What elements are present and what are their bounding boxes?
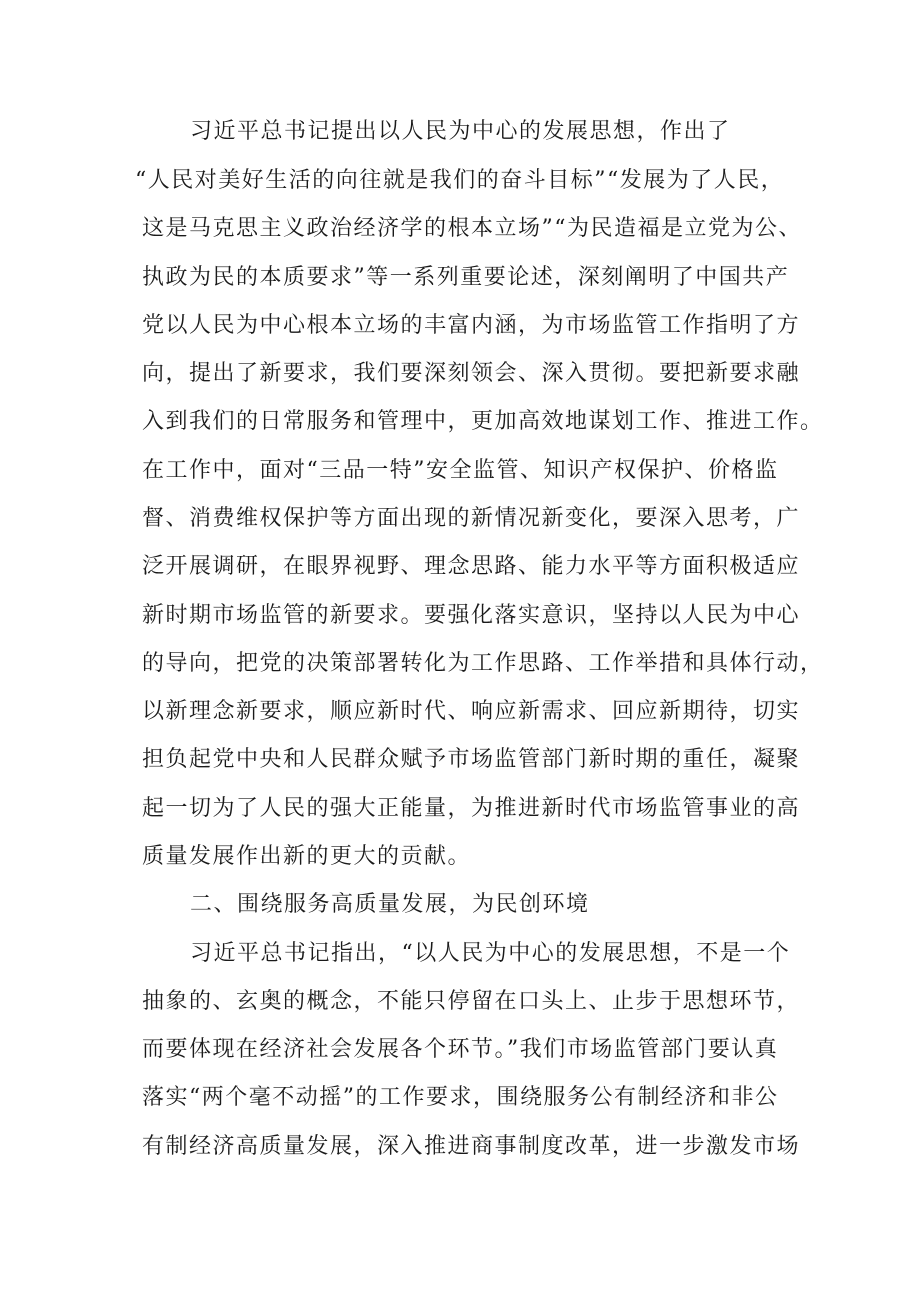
para1-line-2: “人民对美好生活的向往就是我们的奋斗目标”“发展为了人民， [135,168,785,193]
para1-line-4: 执政为民的本质要求”等一系列重要论述，深刻阐明了中国共产 [142,265,790,290]
para1-line-14: 担负起党中央和人民群众赋予市场监管部门新时期的重任，凝聚 [142,747,801,772]
para1-line-15: 起一切为了人民的强大正能量，为推进新时代市场监管事业的高 [142,796,801,821]
para1-line-3: 这是马克思主义政治经济学的根本立场”“为民造福是立党为公、 [142,216,802,241]
section-heading: 二、围绕服务高质量发展，为民创环境 [190,892,590,917]
para1-line-6: 向，提出了新要求，我们要深刻领会、深入贯彻。要把新要求融 [142,361,801,386]
para1-line-9: 督、消费维权保护等方面出现的新情况新变化，要深入思考，广 [142,506,801,531]
para1-line-13: 以新理念新要求，顺应新时代、响应新需求、回应新期待，切实 [142,699,801,724]
para1-line-8: 在工作中，面对“三品一特”安全监管、知识产权保护、价格监 [142,458,779,483]
para1-line-11: 新时期市场监管的新要求。要强化落实意识，坚持以人民为中心 [142,603,801,628]
para2-line-4: 落实“两个毫不动摇”的工作要求，围绕服务公有制经济和非公 [142,1085,779,1110]
para1-line-12: 的导向，把党的决策部署转化为工作思路、工作举措和具体行动， [142,651,824,676]
para1-line-10: 泛开展调研，在眼界视野、理念思路、能力水平等方面积极适应 [142,554,801,579]
para1-line-7: 入到我们的日常服务和管理中，更加高效地谋划工作、推进工作。 [142,409,824,434]
para2-line-5: 有制经济高质量发展，深入推进商事制度改革，进一步激发市场 [142,1134,801,1159]
para1-line-1: 习近平总书记提出以人民为中心的发展思想，作出了 [190,119,731,144]
para2-line-1: 习近平总书记指出，“以人民为中心的发展思想，不是一个 [190,941,791,966]
para2-line-3: 而要体现在经济社会发展各个环节。”我们市场监管部门要认真 [142,1037,779,1062]
para1-line-16: 质量发展作出新的更大的贡献。 [142,844,472,869]
para2-line-2: 抽象的、玄奥的概念，不能只停留在口头上、止步于思想环节， [142,989,801,1014]
para1-line-5: 党以人民为中心根本立场的丰富内涵，为市场监管工作指明了方 [142,313,801,338]
